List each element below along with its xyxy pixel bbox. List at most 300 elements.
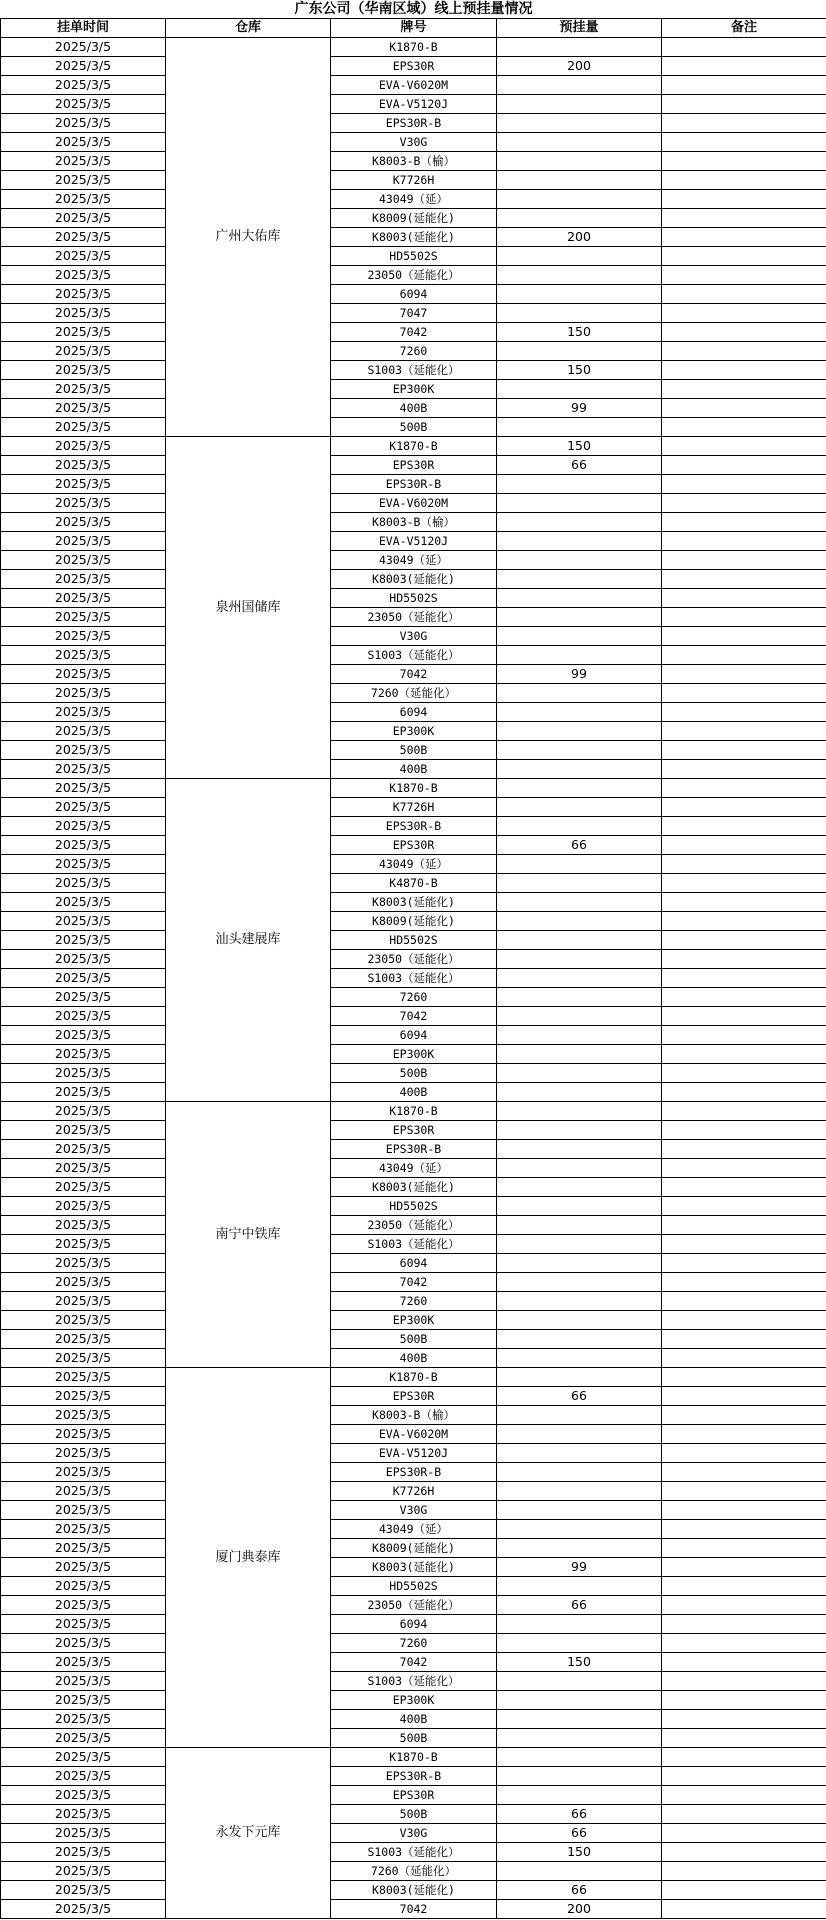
cell-grade: EVA-V5120J (331, 1444, 497, 1463)
cell-grade: 7042 (331, 1653, 497, 1672)
cell-remarks (662, 893, 826, 912)
cell-quantity: 150 (497, 1843, 662, 1862)
cell-remarks (662, 1121, 826, 1140)
cell-quantity (497, 988, 662, 1007)
table-row (1, 285, 826, 304)
table-row (1, 1786, 826, 1805)
cell-quantity: 66 (497, 1824, 662, 1843)
table-row (1, 247, 826, 266)
cell-grade: 7042 (331, 1900, 497, 1919)
table-row (1, 627, 826, 646)
table-row (1, 361, 826, 380)
cell-grade: K8009(延能化) (331, 209, 497, 228)
cell-quantity (497, 1577, 662, 1596)
cell-date: 2025/3/5 (1, 1482, 166, 1501)
cell-quantity: 99 (497, 1558, 662, 1577)
table-row (1, 171, 826, 190)
table-row (1, 1501, 826, 1520)
table-row (1, 494, 826, 513)
table-row (1, 1843, 826, 1862)
table-row (1, 190, 826, 209)
cell-date: 2025/3/5 (1, 589, 166, 608)
cell-grade: 43049（延） (331, 190, 497, 209)
cell-quantity (497, 1406, 662, 1425)
cell-quantity: 200 (497, 57, 662, 76)
cell-remarks (662, 1748, 826, 1767)
table-row (1, 418, 826, 437)
cell-grade: V30G (331, 1501, 497, 1520)
cell-remarks (662, 1786, 826, 1805)
cell-quantity (497, 1102, 662, 1121)
cell-remarks (662, 760, 826, 779)
cell-quantity (497, 1501, 662, 1520)
cell-grade: EPS30R (331, 456, 497, 475)
cell-quantity (497, 1178, 662, 1197)
cell-quantity (497, 1634, 662, 1653)
cell-quantity (497, 779, 662, 798)
cell-quantity (497, 1368, 662, 1387)
table-row (1, 741, 826, 760)
cell-date: 2025/3/5 (1, 1311, 166, 1330)
cell-date: 2025/3/5 (1, 912, 166, 931)
cell-date: 2025/3/5 (1, 1406, 166, 1425)
cell-date: 2025/3/5 (1, 228, 166, 247)
cell-quantity: 66 (497, 836, 662, 855)
table-row (1, 228, 826, 247)
cell-grade: 7042 (331, 323, 497, 342)
cell-quantity: 200 (497, 228, 662, 247)
cell-quantity (497, 1349, 662, 1368)
cell-warehouse: 南宁中铁库 (166, 1102, 331, 1368)
table-row (1, 1463, 826, 1482)
table-row (1, 266, 826, 285)
cell-grade: K8003-B（榆） (331, 1406, 497, 1425)
cell-quantity (497, 475, 662, 494)
cell-grade: 23050（延能化） (331, 950, 497, 969)
cell-date: 2025/3/5 (1, 1805, 166, 1824)
cell-quantity: 66 (497, 1387, 662, 1406)
cell-remarks (662, 76, 826, 95)
cell-grade: 43049（延） (331, 855, 497, 874)
cell-remarks (662, 741, 826, 760)
cell-grade: HD5502S (331, 589, 497, 608)
cell-quantity (497, 1672, 662, 1691)
table-row (1, 1691, 826, 1710)
cell-warehouse: 厦门典泰库 (166, 1368, 331, 1748)
cell-quantity (497, 38, 662, 57)
cell-remarks (662, 1235, 826, 1254)
cell-remarks (662, 1539, 826, 1558)
cell-quantity: 66 (497, 456, 662, 475)
cell-quantity (497, 931, 662, 950)
cell-remarks (662, 1577, 826, 1596)
cell-quantity: 66 (497, 1881, 662, 1900)
cell-remarks (662, 1653, 826, 1672)
table-row (1, 798, 826, 817)
cell-grade: K1870-B (331, 1368, 497, 1387)
cell-date: 2025/3/5 (1, 304, 166, 323)
sheet-title: 广东公司（华南区域）线上预挂量情况 (1, 0, 826, 19)
cell-grade: EPS30R (331, 57, 497, 76)
cell-grade: V30G (331, 1824, 497, 1843)
cell-remarks (662, 627, 826, 646)
cell-date: 2025/3/5 (1, 988, 166, 1007)
cell-grade: 500B (331, 1805, 497, 1824)
cell-warehouse: 泉州国储库 (166, 437, 331, 779)
cell-grade: K8003-B（榆） (331, 152, 497, 171)
cell-date: 2025/3/5 (1, 247, 166, 266)
cell-quantity (497, 1767, 662, 1786)
cell-date: 2025/3/5 (1, 1140, 166, 1159)
cell-date: 2025/3/5 (1, 1862, 166, 1881)
cell-quantity (497, 1273, 662, 1292)
cell-date: 2025/3/5 (1, 513, 166, 532)
cell-grade: HD5502S (331, 931, 497, 950)
cell-remarks (662, 1330, 826, 1349)
cell-grade: 400B (331, 760, 497, 779)
cell-remarks (662, 1520, 826, 1539)
cell-date: 2025/3/5 (1, 665, 166, 684)
cell-date: 2025/3/5 (1, 627, 166, 646)
cell-remarks (662, 361, 826, 380)
table-row (1, 836, 826, 855)
cell-date: 2025/3/5 (1, 1330, 166, 1349)
cell-grade: EVA-V5120J (331, 95, 497, 114)
table-row (1, 95, 826, 114)
cell-quantity (497, 1292, 662, 1311)
table-row (1, 646, 826, 665)
cell-date: 2025/3/5 (1, 551, 166, 570)
table-row (1, 1805, 826, 1824)
cell-grade: 7260 (331, 988, 497, 1007)
cell-remarks (662, 38, 826, 57)
cell-remarks (662, 646, 826, 665)
cell-remarks (662, 1083, 826, 1102)
cell-grade: K1870-B (331, 1102, 497, 1121)
cell-remarks (662, 1026, 826, 1045)
table-row (1, 1368, 826, 1387)
cell-date: 2025/3/5 (1, 969, 166, 988)
cell-date: 2025/3/5 (1, 1710, 166, 1729)
cell-quantity (497, 798, 662, 817)
table-row (1, 855, 826, 874)
cell-grade: S1003（延能化） (331, 646, 497, 665)
cell-quantity (497, 855, 662, 874)
cell-date: 2025/3/5 (1, 418, 166, 437)
cell-grade: 500B (331, 1729, 497, 1748)
cell-date: 2025/3/5 (1, 285, 166, 304)
cell-remarks (662, 380, 826, 399)
cell-remarks (662, 703, 826, 722)
cell-grade: HD5502S (331, 1197, 497, 1216)
cell-quantity (497, 684, 662, 703)
cell-quantity (497, 209, 662, 228)
table-row (1, 1748, 826, 1767)
cell-remarks (662, 950, 826, 969)
cell-grade: 6094 (331, 285, 497, 304)
cell-grade: EPS30R-B (331, 817, 497, 836)
cell-quantity: 66 (497, 1805, 662, 1824)
cell-remarks (662, 133, 826, 152)
cell-date: 2025/3/5 (1, 380, 166, 399)
cell-grade: EPS30R-B (331, 1767, 497, 1786)
cell-date: 2025/3/5 (1, 1634, 166, 1653)
cell-remarks (662, 1710, 826, 1729)
table-row (1, 1425, 826, 1444)
cell-date: 2025/3/5 (1, 1900, 166, 1919)
cell-grade: HD5502S (331, 1577, 497, 1596)
cell-grade: S1003（延能化） (331, 1672, 497, 1691)
table-row (1, 1406, 826, 1425)
cell-quantity: 150 (497, 1653, 662, 1672)
cell-grade: EP300K (331, 1691, 497, 1710)
table-row (1, 1159, 826, 1178)
cell-quantity (497, 1786, 662, 1805)
cell-quantity (497, 1007, 662, 1026)
cell-grade: S1003（延能化） (331, 361, 497, 380)
cell-quantity (497, 266, 662, 285)
cell-remarks (662, 874, 826, 893)
cell-quantity (497, 380, 662, 399)
cell-date: 2025/3/5 (1, 684, 166, 703)
table-row (1, 1330, 826, 1349)
cell-quantity: 99 (497, 399, 662, 418)
table-row (1, 1064, 826, 1083)
cell-quantity (497, 1615, 662, 1634)
cell-date: 2025/3/5 (1, 1197, 166, 1216)
cell-date: 2025/3/5 (1, 779, 166, 798)
cell-remarks (662, 969, 826, 988)
cell-date: 2025/3/5 (1, 1102, 166, 1121)
cell-remarks (662, 779, 826, 798)
cell-date: 2025/3/5 (1, 874, 166, 893)
header-date: 挂单时间 (1, 19, 166, 38)
table-row (1, 1140, 826, 1159)
cell-quantity (497, 703, 662, 722)
cell-quantity (497, 76, 662, 95)
table-row (1, 513, 826, 532)
header-quantity: 预挂量 (497, 19, 662, 38)
cell-date: 2025/3/5 (1, 209, 166, 228)
table-row (1, 304, 826, 323)
cell-grade: K1870-B (331, 38, 497, 57)
table-row (1, 912, 826, 931)
cell-remarks (662, 1045, 826, 1064)
cell-remarks (662, 1349, 826, 1368)
cell-grade: S1003（延能化） (331, 1235, 497, 1254)
cell-remarks (662, 1387, 826, 1406)
cell-date: 2025/3/5 (1, 1691, 166, 1710)
cell-grade: 7042 (331, 1007, 497, 1026)
cell-remarks (662, 988, 826, 1007)
table-row (1, 779, 826, 798)
cell-grade: EPS30R (331, 1387, 497, 1406)
cell-quantity (497, 133, 662, 152)
cell-remarks (662, 684, 826, 703)
cell-date: 2025/3/5 (1, 1577, 166, 1596)
cell-remarks (662, 589, 826, 608)
table-row (1, 931, 826, 950)
cell-grade: 500B (331, 418, 497, 437)
cell-remarks (662, 722, 826, 741)
cell-grade: 7260 (331, 1292, 497, 1311)
cell-grade: K8003(延能化) (331, 893, 497, 912)
table-row (1, 1900, 826, 1919)
cell-remarks (662, 1805, 826, 1824)
cell-remarks (662, 399, 826, 418)
cell-grade: 7260 (331, 342, 497, 361)
table-row (1, 209, 826, 228)
cell-remarks (662, 931, 826, 950)
table-row (1, 684, 826, 703)
cell-quantity (497, 1729, 662, 1748)
cell-grade: HD5502S (331, 247, 497, 266)
cell-grade: K8003(延能化) (331, 570, 497, 589)
cell-remarks (662, 513, 826, 532)
cell-remarks (662, 817, 826, 836)
cell-remarks (662, 1425, 826, 1444)
cell-quantity (497, 1425, 662, 1444)
table-row (1, 1254, 826, 1273)
cell-remarks (662, 475, 826, 494)
table-row (1, 817, 826, 836)
cell-grade: 7260（延能化） (331, 684, 497, 703)
cell-date: 2025/3/5 (1, 646, 166, 665)
table-row (1, 1102, 826, 1121)
cell-grade: K8003(延能化) (331, 1558, 497, 1577)
cell-quantity (497, 589, 662, 608)
cell-quantity (497, 874, 662, 893)
cell-remarks (662, 323, 826, 342)
cell-grade: 23050（延能化） (331, 1596, 497, 1615)
cell-quantity (497, 627, 662, 646)
table-row (1, 874, 826, 893)
cell-date: 2025/3/5 (1, 1729, 166, 1748)
table-row (1, 1083, 826, 1102)
cell-grade: K1870-B (331, 437, 497, 456)
cell-date: 2025/3/5 (1, 1425, 166, 1444)
table-row (1, 703, 826, 722)
cell-date: 2025/3/5 (1, 1387, 166, 1406)
cell-quantity (497, 190, 662, 209)
cell-date: 2025/3/5 (1, 1064, 166, 1083)
table-row (1, 1045, 826, 1064)
cell-quantity (497, 1748, 662, 1767)
cell-date: 2025/3/5 (1, 1615, 166, 1634)
cell-grade: 43049（延） (331, 1520, 497, 1539)
table-row (1, 1197, 826, 1216)
cell-quantity (497, 171, 662, 190)
cell-remarks (662, 1862, 826, 1881)
cell-quantity (497, 969, 662, 988)
cell-date: 2025/3/5 (1, 171, 166, 190)
cell-grade: 6094 (331, 1026, 497, 1045)
cell-quantity (497, 551, 662, 570)
table-row (1, 1615, 826, 1634)
cell-grade: K1870-B (331, 779, 497, 798)
cell-remarks (662, 1368, 826, 1387)
cell-grade: EPS30R (331, 1786, 497, 1805)
cell-date: 2025/3/5 (1, 532, 166, 551)
cell-quantity (497, 1311, 662, 1330)
cell-remarks (662, 1064, 826, 1083)
cell-quantity (497, 1064, 662, 1083)
cell-remarks (662, 608, 826, 627)
cell-remarks (662, 532, 826, 551)
cell-remarks (662, 209, 826, 228)
table-row (1, 1539, 826, 1558)
table-row (1, 1729, 826, 1748)
table-row (1, 1387, 826, 1406)
table-row (1, 1862, 826, 1881)
cell-grade: 7042 (331, 1273, 497, 1292)
cell-grade: K8009(延能化) (331, 1539, 497, 1558)
cell-grade: 500B (331, 1330, 497, 1349)
table-row (1, 456, 826, 475)
cell-date: 2025/3/5 (1, 1254, 166, 1273)
cell-date: 2025/3/5 (1, 1539, 166, 1558)
cell-quantity (497, 1197, 662, 1216)
cell-quantity: 150 (497, 361, 662, 380)
cell-date: 2025/3/5 (1, 1216, 166, 1235)
cell-quantity (497, 893, 662, 912)
cell-quantity (497, 760, 662, 779)
cell-remarks (662, 1501, 826, 1520)
cell-remarks (662, 304, 826, 323)
cell-grade: EVA-V6020M (331, 76, 497, 95)
cell-grade: 43049（延） (331, 1159, 497, 1178)
cell-quantity (497, 1083, 662, 1102)
cell-remarks (662, 1691, 826, 1710)
cell-grade: K7726H (331, 171, 497, 190)
cell-date: 2025/3/5 (1, 456, 166, 475)
cell-grade: S1003（延能化） (331, 969, 497, 988)
cell-remarks (662, 190, 826, 209)
cell-grade: K8003-B（榆） (331, 513, 497, 532)
cell-remarks (662, 1292, 826, 1311)
cell-quantity (497, 1045, 662, 1064)
cell-grade: EPS30R-B (331, 114, 497, 133)
cell-grade: EPS30R-B (331, 1140, 497, 1159)
cell-quantity (497, 1235, 662, 1254)
cell-quantity (497, 247, 662, 266)
cell-date: 2025/3/5 (1, 1653, 166, 1672)
cell-date: 2025/3/5 (1, 817, 166, 836)
cell-quantity (497, 304, 662, 323)
table-row (1, 1292, 826, 1311)
table-row (1, 342, 826, 361)
cell-remarks (662, 418, 826, 437)
table-row (1, 1710, 826, 1729)
table-row (1, 1026, 826, 1045)
cell-date: 2025/3/5 (1, 114, 166, 133)
cell-quantity: 66 (497, 1596, 662, 1615)
table-row (1, 1178, 826, 1197)
cell-remarks (662, 456, 826, 475)
cell-date: 2025/3/5 (1, 855, 166, 874)
cell-grade: EP300K (331, 1311, 497, 1330)
table-row (1, 589, 826, 608)
table-row (1, 665, 826, 684)
cell-remarks (662, 285, 826, 304)
cell-quantity (497, 152, 662, 171)
table-row (1, 1235, 826, 1254)
header-remarks: 备注 (662, 19, 826, 38)
cell-grade: EVA-V6020M (331, 1425, 497, 1444)
cell-date: 2025/3/5 (1, 893, 166, 912)
cell-grade: 7047 (331, 304, 497, 323)
table-row (1, 1007, 826, 1026)
